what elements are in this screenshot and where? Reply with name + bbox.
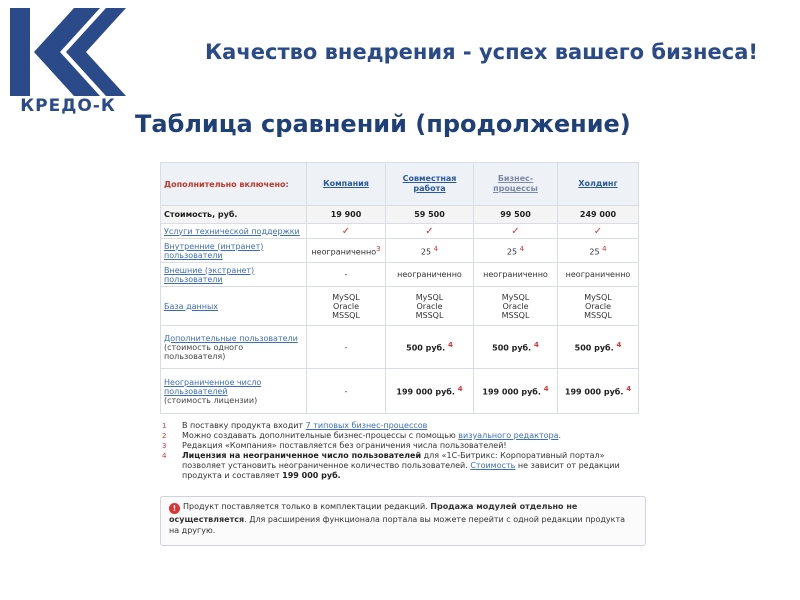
db-value: MSSQL <box>332 310 360 320</box>
footnote-number: 1 <box>162 422 167 430</box>
db-value: Oracle <box>584 301 612 311</box>
intranet-value: неограниченно <box>311 247 377 257</box>
additional-users-sub: (стоимость одного пользователя) <box>164 342 244 361</box>
footnote-ref: 3 <box>376 244 381 253</box>
additional-users-link[interactable]: Дополнительные пользователи <box>164 333 298 343</box>
extranet-value: неограниченно <box>474 263 558 287</box>
visual-editor-link[interactable]: визуального редактора <box>458 431 559 440</box>
table-row-support <box>161 224 639 239</box>
footnote-2 <box>162 431 640 441</box>
header-label: Дополнительно включено: <box>161 163 307 206</box>
check-icon: ✓ <box>511 225 520 237</box>
db-value: MySQL <box>501 292 530 302</box>
intranet-users-link[interactable]: Внутренние (интранет) пользователи <box>164 241 264 260</box>
price-link[interactable]: Стоимость <box>470 461 516 470</box>
edition-bp-link[interactable]: Бизнес-процессы <box>474 163 558 206</box>
footnote-ref: 4 <box>626 385 632 394</box>
notice-text: Продукт поставляется только в комплектации редакций. <box>183 502 431 511</box>
edition-collab-link[interactable]: Совместная работа <box>386 163 474 206</box>
table-row-additional-users <box>161 326 639 369</box>
footnote-text: . <box>558 431 562 440</box>
db-value: MySQL <box>415 292 444 302</box>
unlimited-users-sub: (стоимость лицензии) <box>164 395 258 405</box>
unlimited-value: 199 000 руб. <box>564 387 624 397</box>
edition-company-link[interactable]: Компания <box>307 163 386 206</box>
footnote-ref: 4 <box>602 244 607 253</box>
footnote-number: 4 <box>162 452 167 460</box>
extranet-users-link[interactable]: Внешние (экстранет) пользователи <box>164 265 255 284</box>
table-row-unlimited-users <box>161 369 639 414</box>
footnote-price: 199 000 руб. <box>282 471 341 480</box>
check-icon: ✓ <box>593 225 603 237</box>
db-value: MSSQL <box>584 310 612 320</box>
footnotes <box>162 421 640 481</box>
table-row-intranet <box>161 239 639 263</box>
footnote-ref: 4 <box>543 385 549 394</box>
typical-bp-link[interactable]: 7 типовых бизнес-процессов <box>305 421 428 430</box>
footnote-ref: 4 <box>447 341 453 350</box>
db-value: Oracle <box>502 301 529 311</box>
intranet-value: 25 <box>420 247 432 257</box>
addusers-value: 500 руб. <box>406 343 446 353</box>
db-cell <box>386 287 474 326</box>
unlimited-value: 199 000 руб. <box>482 387 541 397</box>
addusers-value: - <box>307 326 386 369</box>
notice-box <box>160 496 646 546</box>
db-value: MySQL <box>332 292 360 302</box>
footnote-ref: 4 <box>616 341 622 350</box>
footnote-ref: 4 <box>457 385 463 394</box>
footnote-3 <box>162 441 640 451</box>
db-cell <box>474 287 558 326</box>
footnote-ref: 4 <box>533 341 539 350</box>
notice-text: . Для расширения функционала портала вы можете перейти с одной редакции продукта на другую. <box>169 515 626 535</box>
comparison-table <box>160 162 639 414</box>
price-value: 59 500 <box>386 206 474 224</box>
extranet-value: неограниченно <box>558 263 639 287</box>
footnote-text: Можно создавать дополнительные бизнес-процессы с помощью <box>182 431 459 440</box>
footnote-bold: Лицензия на неограниченное число пользователей <box>182 451 422 460</box>
footnote-ref: 4 <box>519 244 525 253</box>
db-cell <box>558 287 639 326</box>
db-value: Oracle <box>416 301 443 311</box>
edition-holding-link[interactable]: Холдинг <box>558 163 639 206</box>
check-icon: ✓ <box>341 225 351 237</box>
footnote-text: для «1С-Битрикс: Корпоративный портал» позволяет установить неограниченное количество пользователей. <box>182 451 605 470</box>
support-link[interactable]: Услуги технической поддержки <box>164 226 300 236</box>
table-row-extranet <box>161 263 639 287</box>
unlimited-value: - <box>307 369 386 414</box>
addusers-value: 500 руб. <box>492 343 532 353</box>
db-cell <box>307 287 386 326</box>
database-link[interactable]: База данных <box>164 301 219 311</box>
footnote-number: 2 <box>162 432 167 440</box>
warning-icon: ! <box>169 503 180 514</box>
db-value: MSSQL <box>415 310 444 320</box>
table-row-price <box>161 206 639 224</box>
intranet-value: 25 <box>506 247 518 257</box>
footnote-text: не зависит от редакции продукта и составляет <box>182 461 620 480</box>
footnote-ref: 4 <box>433 244 439 253</box>
price-value: 19 900 <box>307 206 386 224</box>
page-title: Таблица сравнений (продолжение) <box>135 110 631 138</box>
footnote-number: 3 <box>162 442 167 450</box>
extranet-value: неограниченно <box>386 263 474 287</box>
extranet-value: - <box>307 263 386 287</box>
price-value: 249 000 <box>558 206 639 224</box>
intranet-value: 25 <box>589 247 600 257</box>
notice-bold: Продажа модулей отдельно не осуществляется <box>169 502 578 524</box>
footnote-text: Редакция «Компания» поставляется без ограничения числа пользователей! <box>182 441 507 450</box>
addusers-value: 500 руб. <box>574 343 614 353</box>
logo-text: КРЕДО-К <box>20 96 116 116</box>
unlimited-value: 199 000 руб. <box>396 387 455 397</box>
db-value: Oracle <box>332 301 360 311</box>
table-header-row <box>161 163 639 206</box>
footnote-4 <box>162 451 640 481</box>
db-value: MySQL <box>584 292 612 302</box>
db-value: MSSQL <box>501 310 530 320</box>
unlimited-users-link[interactable]: Неограниченное число пользователей <box>164 377 262 396</box>
table-row-database <box>161 287 639 326</box>
footnote-text: В поставку продукта входит <box>182 421 306 430</box>
price-label: Стоимость, руб. <box>161 206 307 224</box>
slogan: Качество внедрения - успех вашего бизнеса! <box>205 40 758 64</box>
footnote-1 <box>162 421 640 431</box>
price-value: 99 500 <box>474 206 558 224</box>
check-icon: ✓ <box>425 225 434 237</box>
